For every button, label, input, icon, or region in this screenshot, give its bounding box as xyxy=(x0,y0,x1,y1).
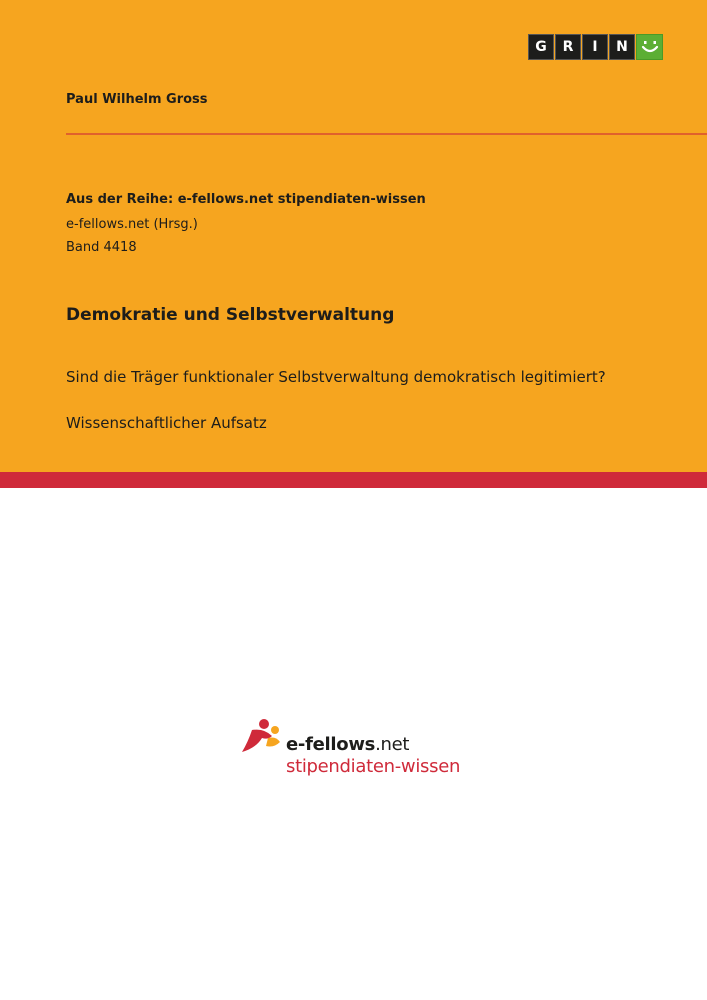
divider xyxy=(66,133,707,135)
e-fellows-tagline: stipendiaten-wissen xyxy=(286,756,461,777)
cover-header xyxy=(0,0,707,472)
grin-letter-g: G xyxy=(528,34,554,60)
grin-letter-n: N xyxy=(609,34,635,60)
smile-icon xyxy=(636,34,663,60)
author-name: Paul Wilhelm Gross xyxy=(66,92,208,107)
book-subtitle: Sind die Träger funktionaler Selbstverwaltung demokratisch legitimiert? xyxy=(66,368,606,386)
series-name: Aus der Reihe: e-fellows.net stipendiaten-wissen xyxy=(66,192,426,207)
volume-number: Band 4418 xyxy=(66,240,137,255)
cover-band xyxy=(0,472,707,488)
grin-letter-r: R xyxy=(555,34,581,60)
grin-logo xyxy=(528,34,663,60)
editor: e-fellows.net (Hrsg.) xyxy=(66,217,198,232)
e-fellows-name: e-fellows.net xyxy=(286,734,410,755)
e-fellows-logo xyxy=(238,718,478,782)
book-title: Demokratie und Selbstverwaltung xyxy=(66,305,395,325)
grin-letter-i: I xyxy=(582,34,608,60)
document-type: Wissenschaftlicher Aufsatz xyxy=(66,414,267,432)
e-fellows-people-icon xyxy=(238,718,282,758)
